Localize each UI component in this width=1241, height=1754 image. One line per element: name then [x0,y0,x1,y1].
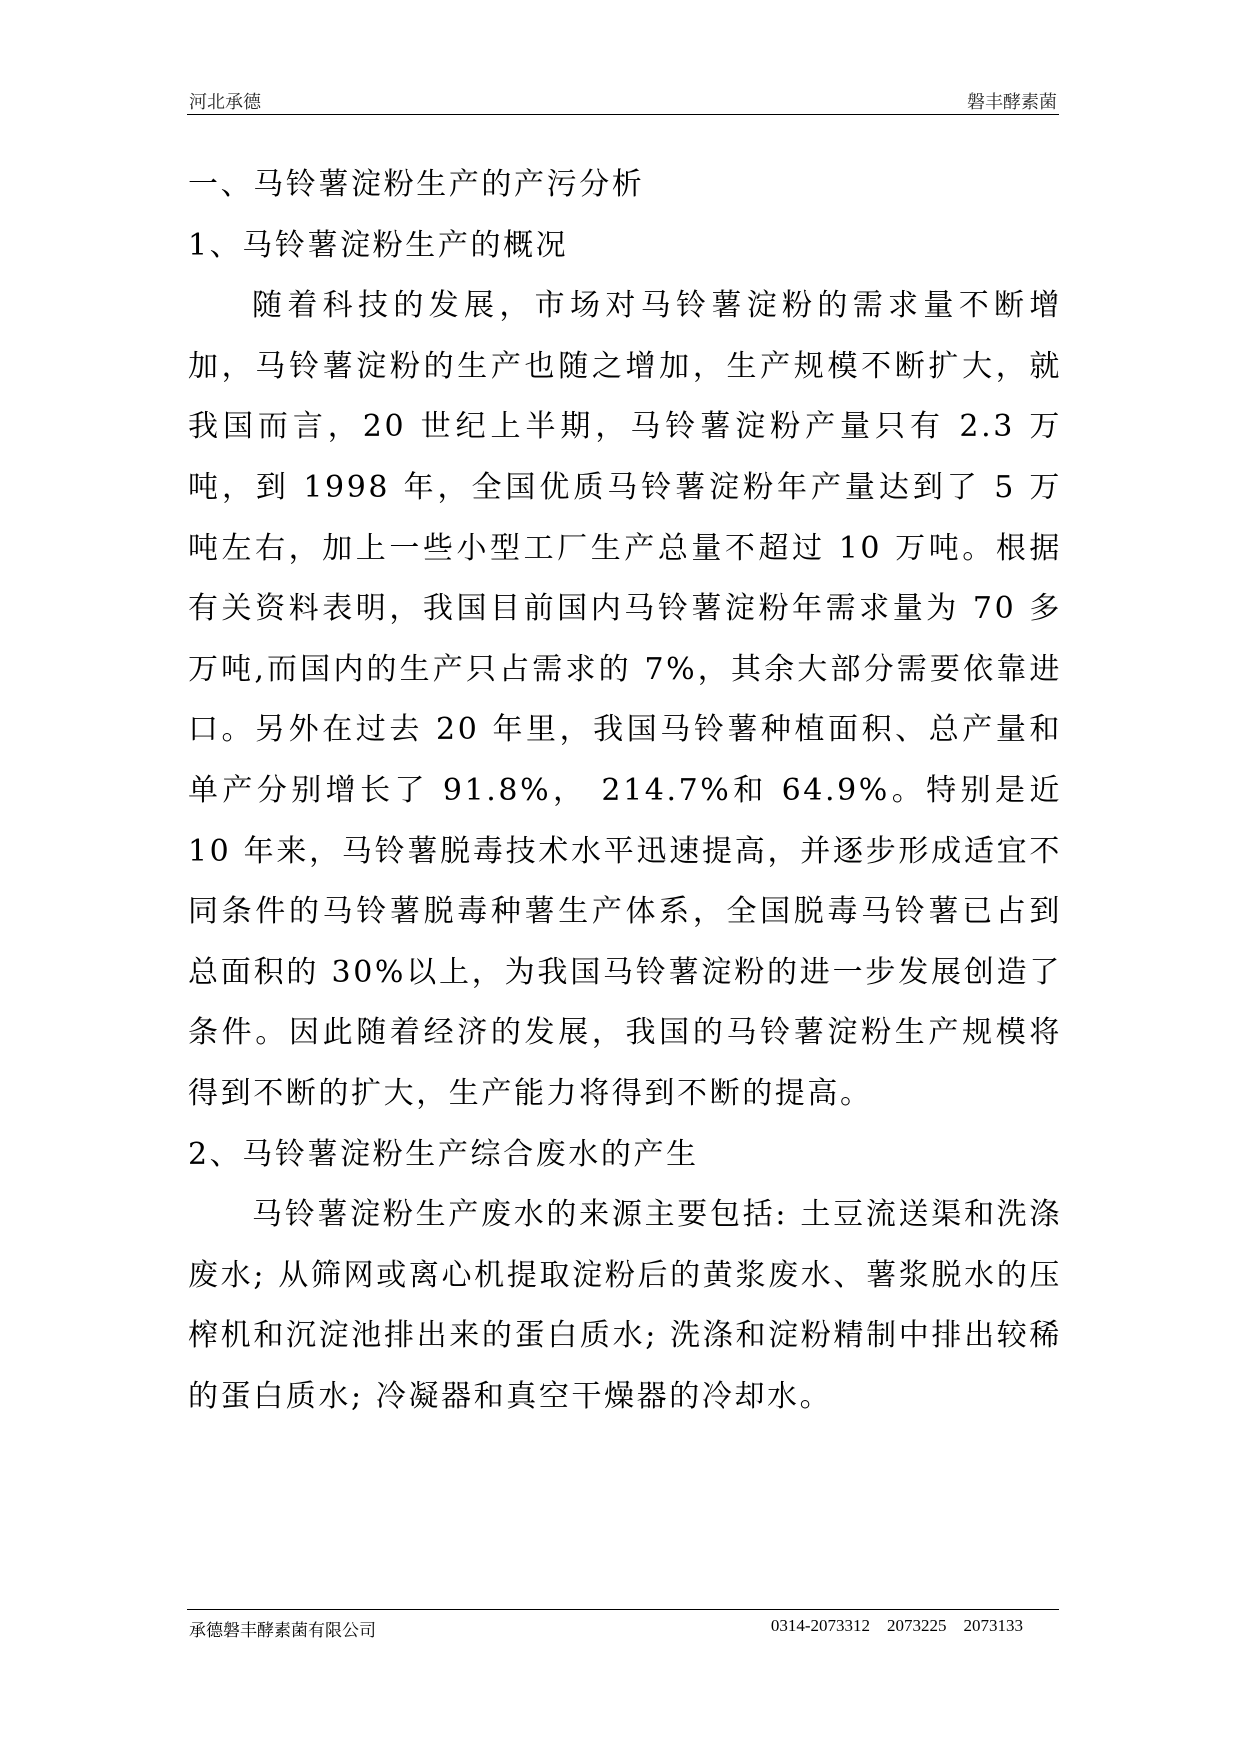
subsection-title-wastewater: 2、马铃薯淀粉生产综合废水的产生 [188,1136,699,1172]
header-brand: 磐丰酵素菌 [967,92,1057,113]
subsection-title-overview: 1、马铃薯淀粉生产的概况 [188,227,569,263]
header-location: 河北承德 [189,92,261,113]
page-footer [187,1609,1059,1640]
section-heading: 一、马铃薯淀粉生产的产污分析 [188,167,645,202]
footer-company: 承德磐丰酵素菌有限公司 [189,1621,376,1641]
paragraph-wastewater: 马铃薯淀粉生产废水的来源主要包括: 土豆流送渠和洗涤废水; 从筛网或离心机提取淀粉后的黄浆废水、薯浆脱水的压榨机和沉淀池排出来的蛋白质水; 洗涤和淀粉精制中排出较稀的蛋白质水; 冷凝器和真空干燥器的冷却水。 [188,1197,1062,1414]
paragraph-overview: 随着科技的发展，市场对马铃薯淀粉的需求量不断增加，马铃薯淀粉的生产也随之增加，生产规模不断扩大，就我国而言，20 世纪上半期，马铃薯淀粉产量只有 2.3 万吨，到 1998 年，全国优质马铃薯淀粉年产量达到了 5 万吨左右，加上一些小型工厂生产总量不超过 10 万吨。根据有关资料表明，我国目前国内马铃薯淀粉年需求量为 70 多万吨,而国内的生产只占需求的 7%，其余大部分需要依靠进口。另外在过去 20 年里，我国马铃薯种植面积、总产量和单产分别增长了 91.8%， 214.7%和 64.9%。特别是近 10 年来，马铃薯脱毒技术水平迅速提高，并逐步形成适宜不同条件的马铃薯脱毒种薯生产体系，全国脱毒马铃薯已占到总面积的 30%以上，为我国马铃薯淀粉的进一步发展创造了条件。因此随着经济的发展，我国的马铃薯淀粉生产规模将得到不断的扩大，生产能力将得到不断的提高。 [188,288,1062,1111]
document-body [188,155,1062,1427]
footer-phone-numbers: 0314-2073312 2073225 2073133 [770,1616,1023,1635]
page-header [187,88,1059,115]
